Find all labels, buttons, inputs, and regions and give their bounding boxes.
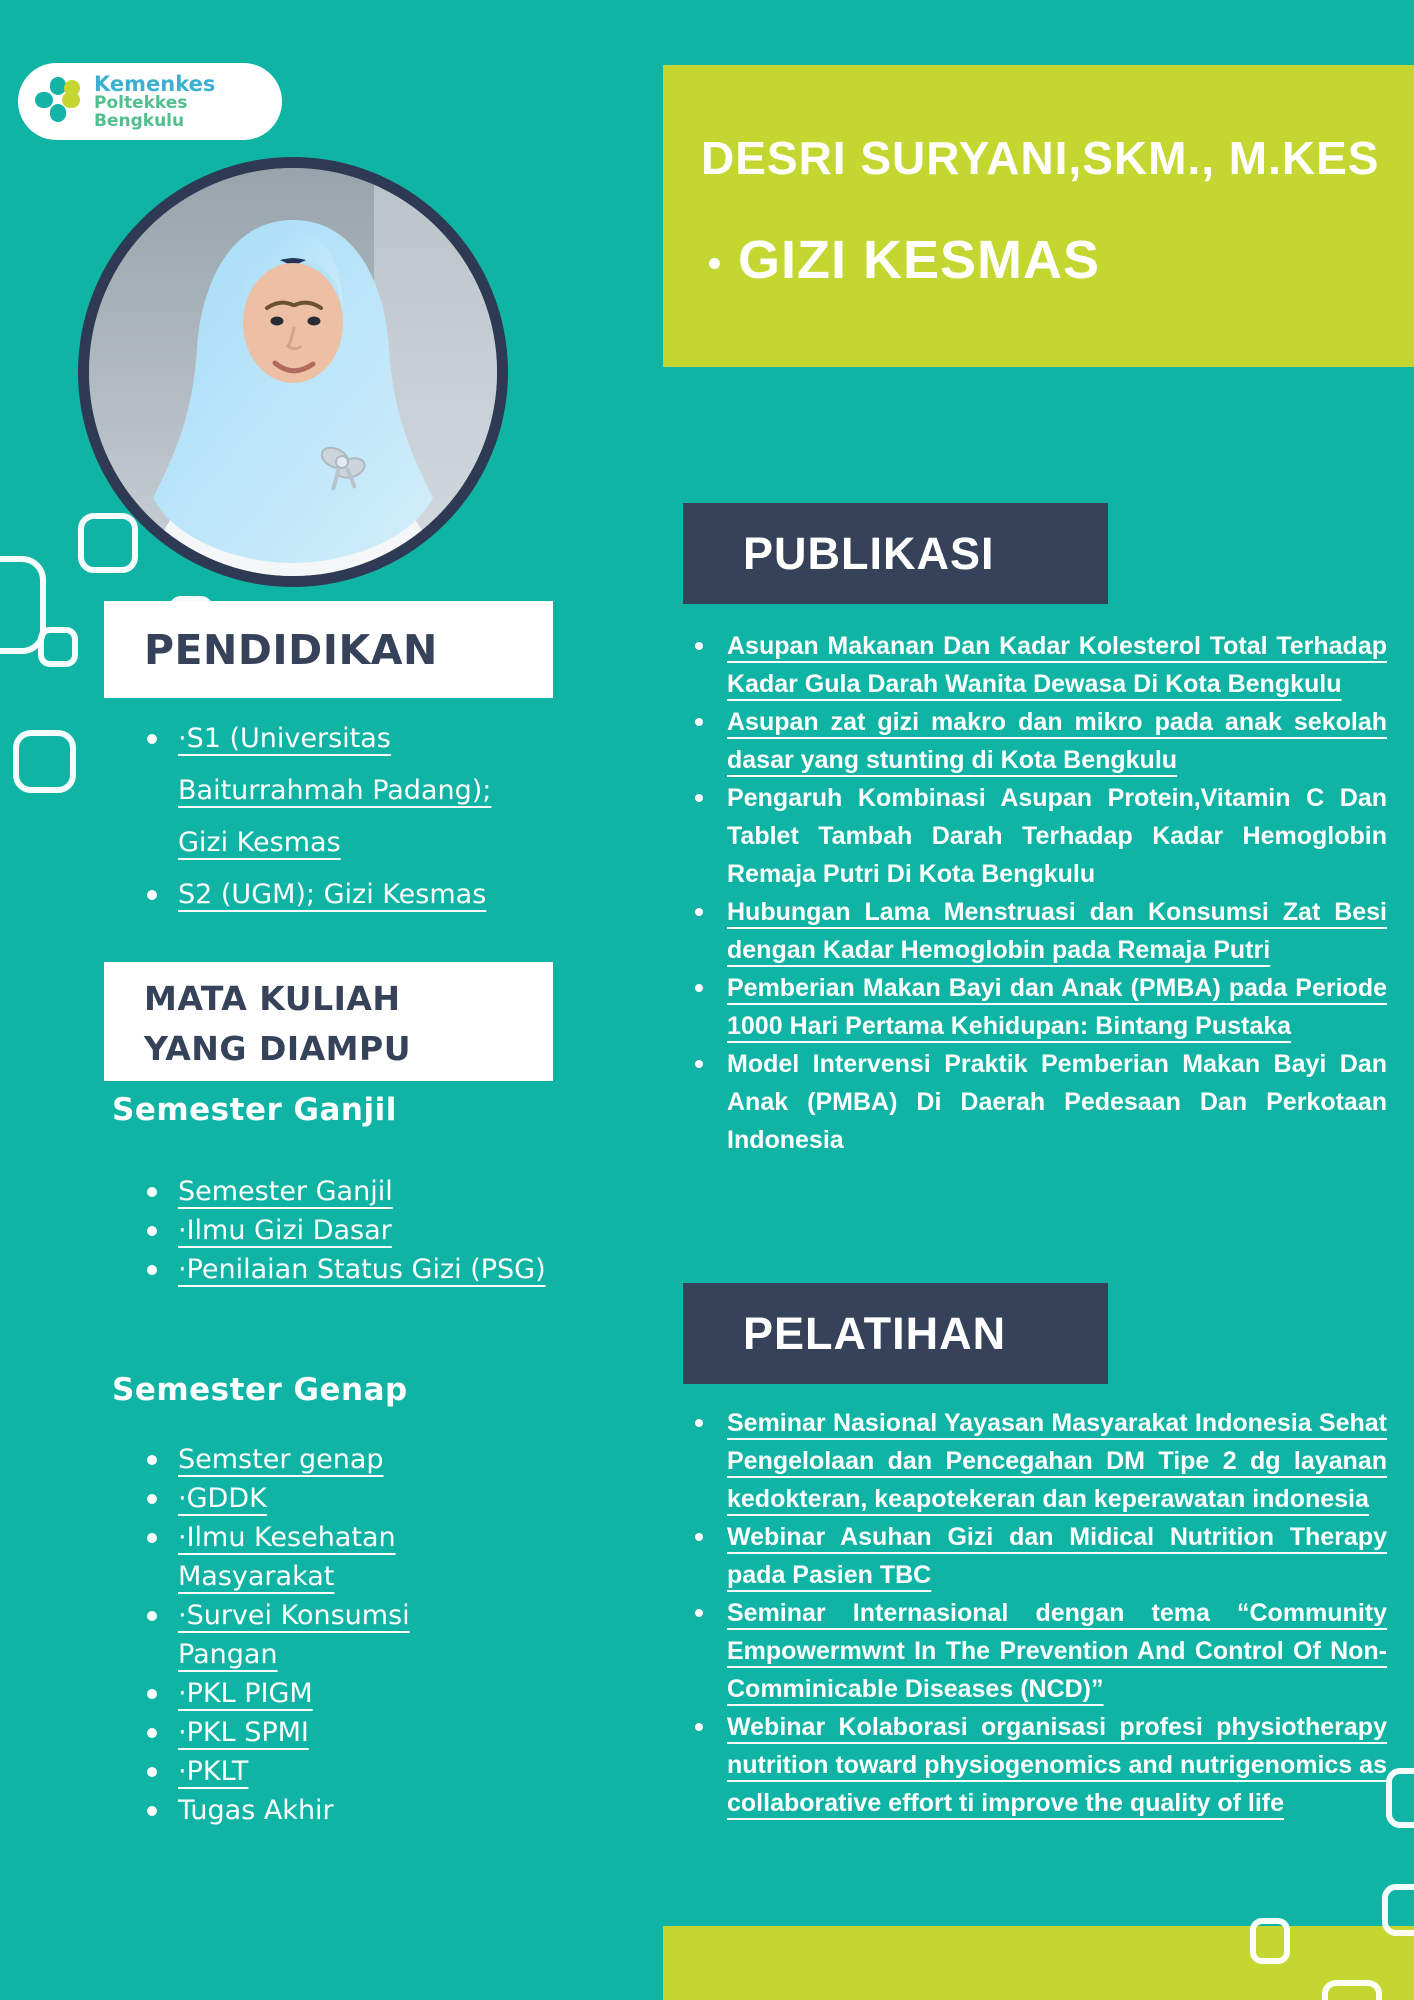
education-title: PENDIDIKAN (144, 625, 438, 674)
bullet-dot (695, 1419, 703, 1427)
course-item (147, 1479, 463, 1518)
bullet-dot (695, 1533, 703, 1541)
publication-text: Hubungan Lama Menstruasi dan Konsumsi Zat Besi dengan Kadar Hemoglobin pada Remaja Putri (727, 898, 1387, 964)
training-item (695, 1594, 1387, 1708)
education-list (147, 713, 507, 921)
bullet-dot (147, 1455, 157, 1465)
publications-list (695, 627, 1387, 1159)
training-text: Seminar Nasional Yayasan Masyarakat Indonesia Sehat Pengelolaan dan Pencegahan DM Tipe 2 dg layanan kedokteran, keapotekeran dan keperawatan indonesia (727, 1409, 1387, 1513)
bullet-dot (147, 1494, 157, 1504)
bullet-dot (695, 908, 703, 916)
course-item-text: ·Ilmu Kesehatan Masyarakat (178, 1522, 396, 1592)
publication-item (695, 969, 1387, 1045)
education-item-text: ·S1 (Universitas Baiturrahmah Padang); Gizi Kesmas (178, 723, 492, 858)
bullet-dot (147, 1806, 157, 1816)
bullet-dot (147, 1265, 157, 1275)
bullet-dot (695, 984, 703, 992)
course-item-text: ·Ilmu Gizi Dasar (178, 1215, 392, 1246)
course-item (147, 1172, 587, 1211)
bullet-dot (147, 1767, 157, 1777)
deco-rounded-square (1382, 1884, 1414, 1936)
publication-item (695, 703, 1387, 779)
publications-header-box (683, 503, 1108, 604)
course-item (147, 1440, 463, 1479)
publication-item (695, 627, 1387, 703)
course-item-text: Tugas Akhir (178, 1795, 334, 1826)
training-text: Webinar Kolaborasi organisasi profesi physiotherapy nutrition toward physiogenomics and nutrigenomics as collaborative effort ti improve the quality of life (727, 1713, 1387, 1817)
bullet-dot (147, 1689, 157, 1699)
training-item (695, 1404, 1387, 1518)
name-banner (663, 65, 1414, 367)
deco-rounded-square (78, 513, 138, 573)
logo-line1: Kemenkes (94, 71, 216, 96)
bullet-dot (695, 1609, 703, 1617)
bullet-dot (695, 794, 703, 802)
logo-line2: Poltekkes Bengkulu (94, 92, 188, 131)
deco-rounded-square (1386, 1768, 1414, 1828)
bullet-dot (147, 734, 157, 744)
bullet-dot (695, 1060, 703, 1068)
publication-text: Pengaruh Kombinasi Asupan Protein,Vitamin C Dan Tablet Tambah Darah Terhadap Kadar Hemoglobin Remaja Putri Di Kota Bengkulu (727, 784, 1387, 888)
course-item (147, 1752, 463, 1791)
kemenkes-clover-icon (34, 76, 82, 128)
bullet-dot (147, 1187, 157, 1197)
bottom-accent-bar (663, 1926, 1414, 2000)
deco-rounded-square (1322, 1980, 1382, 2000)
course-item-text: ·PKL SPMI (178, 1717, 309, 1748)
course-item (147, 1250, 587, 1289)
person-name: DESRI SURYANI,SKM., M.KES (701, 132, 1380, 184)
course-item-text: ·Survei Konsumsi Pangan (178, 1600, 410, 1670)
course-item-text: Semster genap (178, 1444, 384, 1475)
courses-header-box (104, 962, 553, 1081)
courses-title-line2: YANG DIAMPU (144, 1029, 412, 1068)
course-item-text: ·Penilaian Status Gizi (PSG) (178, 1254, 546, 1285)
bullet-dot (147, 1226, 157, 1236)
education-item-text: S2 (UGM); Gizi Kesmas (178, 879, 487, 910)
publication-item (695, 779, 1387, 893)
training-item (695, 1708, 1387, 1822)
course-item (147, 1791, 463, 1830)
odd-semester-heading: Semester Ganjil (112, 1092, 397, 1128)
course-item-text: ·PKLT (178, 1756, 249, 1787)
course-item (147, 1211, 587, 1250)
publications-title: PUBLIKASI (743, 527, 995, 579)
training-item (695, 1518, 1387, 1594)
education-item (147, 713, 507, 869)
deco-rounded-square (1250, 1918, 1290, 1964)
role-row (701, 229, 1384, 291)
bullet-dot (147, 1533, 157, 1543)
course-item (147, 1518, 463, 1596)
course-item-text: Semester Ganjil (178, 1176, 393, 1207)
even-semester-heading: Semester Genap (112, 1372, 408, 1408)
bullet-dot (147, 1728, 157, 1738)
trainings-list (695, 1404, 1387, 1822)
course-item-text: ·GDDK (178, 1483, 267, 1514)
bullet-dot (695, 642, 703, 650)
trainings-title: PELATIHAN (743, 1307, 1007, 1359)
publication-text: Asupan zat gizi makro dan mikro pada anak sekolah dasar yang stunting di Kota Bengkulu (727, 708, 1387, 774)
publication-text: Model Intervensi Praktik Pemberian Makan Bayi Dan Anak (PMBA) Di Daerah Pedesaan Dan Perkotaan Indonesia (727, 1050, 1387, 1154)
logo-text (94, 73, 282, 131)
publication-text: Asupan Makanan Dan Kadar Kolesterol Total Terhadap Kadar Gula Darah Wanita Dewasa Di Kota Bengkulu (727, 632, 1387, 698)
publication-item (695, 1045, 1387, 1159)
deco-rounded-square (13, 730, 76, 793)
bullet-dot (147, 1611, 157, 1621)
course-item (147, 1674, 463, 1713)
training-text: Seminar Internasional dengan tema “Community Empowermwnt In The Prevention And Control Of Non-Comminicable Diseases (NCD)” (727, 1599, 1387, 1703)
publication-text: Pemberian Makan Bayi dan Anak (PMBA) pada Periode 1000 Hari Pertama Kehidupan: Bintang Pustaka (727, 974, 1387, 1040)
course-item (147, 1713, 463, 1752)
course-item-text: ·PKL PIGM (178, 1678, 313, 1709)
course-item (147, 1596, 463, 1674)
even-semester-list (147, 1440, 463, 1830)
bullet-dot (695, 718, 703, 726)
odd-semester-list (147, 1172, 587, 1289)
bullet-dot (709, 258, 720, 269)
deco-rounded-square (38, 627, 78, 667)
education-item (147, 869, 507, 921)
courses-title-line1: MATA KULIAH (144, 979, 401, 1018)
profile-photo (78, 157, 508, 587)
trainings-header-box (683, 1283, 1108, 1384)
education-header-box (104, 601, 553, 698)
bullet-dot (147, 890, 157, 900)
bullet-dot (695, 1723, 703, 1731)
publication-item (695, 893, 1387, 969)
institution-logo (18, 63, 282, 140)
training-text: Webinar Asuhan Gizi dan Midical Nutrition Therapy pada Pasien TBC (727, 1523, 1387, 1589)
person-role: GIZI KESMAS (738, 230, 1101, 290)
